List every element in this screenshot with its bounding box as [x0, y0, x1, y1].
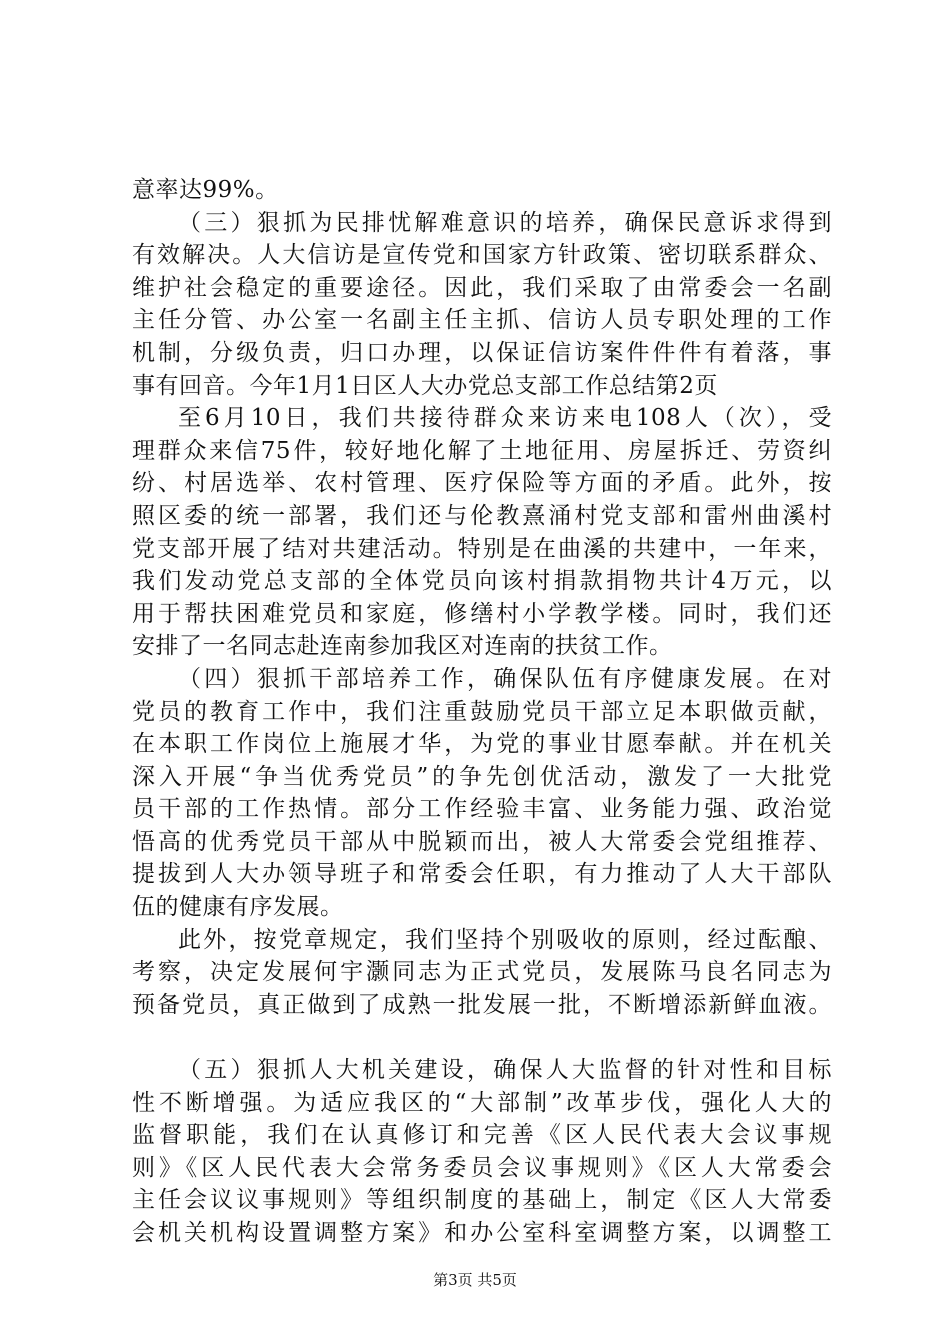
text-line: 纷、村居选举、农村管理、医疗保险等方面的矛盾。此外，按 [132, 470, 832, 497]
text-line: 我们发动党总支部的全体党员向该村捐款捐物共计4万元，以 [132, 568, 832, 595]
text-line: 有效解决。人大信访是宣传党和国家方针政策、密切联系群众、 [132, 242, 832, 269]
text-line: （三）狠抓为民排忧解难意识的培养，确保民意诉求得到 [178, 209, 832, 236]
text-line: 会机关机构设置调整方案》和办公室科室调整方案，以调整工 [132, 1220, 832, 1246]
text-line: 悟高的优秀党员干部从中脱颖而出，被人大常委会党组推荐、 [132, 828, 832, 855]
text-line: 安排了一名同志赴连南参加我区对连南的扶贫工作。 [132, 633, 673, 660]
text-line: 员干部的工作热情。部分工作经验丰富、业务能力强、政治觉 [132, 796, 832, 823]
text-line: 深入开展“争当优秀党员”的争先创优活动，激发了一大批党 [132, 763, 832, 790]
text-line: 照区委的统一部署，我们还与伦教熹涌村党支部和雷州曲溪村 [132, 502, 832, 529]
text-line: 维护社会稳定的重要途径。因此，我们采取了由常委会一名副 [132, 274, 832, 301]
text-line: 此外，按党章规定，我们坚持个别吸收的原则，经过酝酿、 [178, 926, 832, 953]
page-number-footer: 第3页 共5页 [433, 1271, 517, 1289]
text-line: 机制，分级负责，归口办理，以保证信访案件件件有着落，事 [132, 339, 832, 366]
text-line: （四）狠抓干部培养工作，确保队伍有序健康发展。在对 [178, 665, 832, 692]
text-line: 考察，决定发展何宇灏同志为正式党员，发展陈马良名同志为 [132, 959, 832, 986]
text-line: 预备党员，真正做到了成熟一批发展一批，不断增添新鲜血液。 [132, 991, 832, 1018]
blank-line [132, 1021, 832, 1054]
text-line: 主任分管、办公室一名副主任主抓、信访人员专职处理的工作 [132, 307, 832, 334]
text-line: （五）狠抓人大机关建设，确保人大监督的针对性和目标 [178, 1057, 832, 1084]
text-line: 主任会议议事规则》等组织制度的基础上，制定《区人大常委 [132, 1187, 832, 1214]
text-line: 意率达99%。 [132, 177, 279, 203]
text-line: 至6月10日，我们共接待群众来访来电108人（次），受 [178, 405, 832, 432]
text-line: 理群众来信75件，较好地化解了土地征用、房屋拆迁、劳资纠 [132, 437, 832, 464]
document-body [132, 174, 832, 1250]
text-line: 监督职能，我们在认真修订和完善《区人民代表大会议事规 [132, 1122, 832, 1149]
text-line: 党员的教育工作中，我们注重鼓励党员干部立足本职做贡献， [132, 698, 832, 725]
text-line: 在本职工作岗位上施展才华，为党的事业甘愿奉献。并在机关 [132, 731, 832, 758]
text-line: 提拔到人大办领导班子和常委会任职，有力推动了人大干部队 [132, 861, 832, 888]
text-line: 事有回音。今年1月1日区人大办党总支部工作总结第2页 [132, 372, 718, 399]
text-line: 性不断增强。为适应我区的“大部制”改革步伐，强化人大的 [132, 1089, 832, 1116]
text-line: 党支部开展了结对共建活动。特别是在曲溪的共建中，一年来， [132, 535, 832, 562]
text-line: 伍的健康有序发展。 [132, 894, 344, 921]
text-line: 用于帮扶困难党员和家庭，修缮村小学教学楼。同时，我们还 [132, 600, 832, 627]
text-line: 则》《区人民代表大会常务委员会议事规则》《区人大常委会 [132, 1154, 832, 1181]
